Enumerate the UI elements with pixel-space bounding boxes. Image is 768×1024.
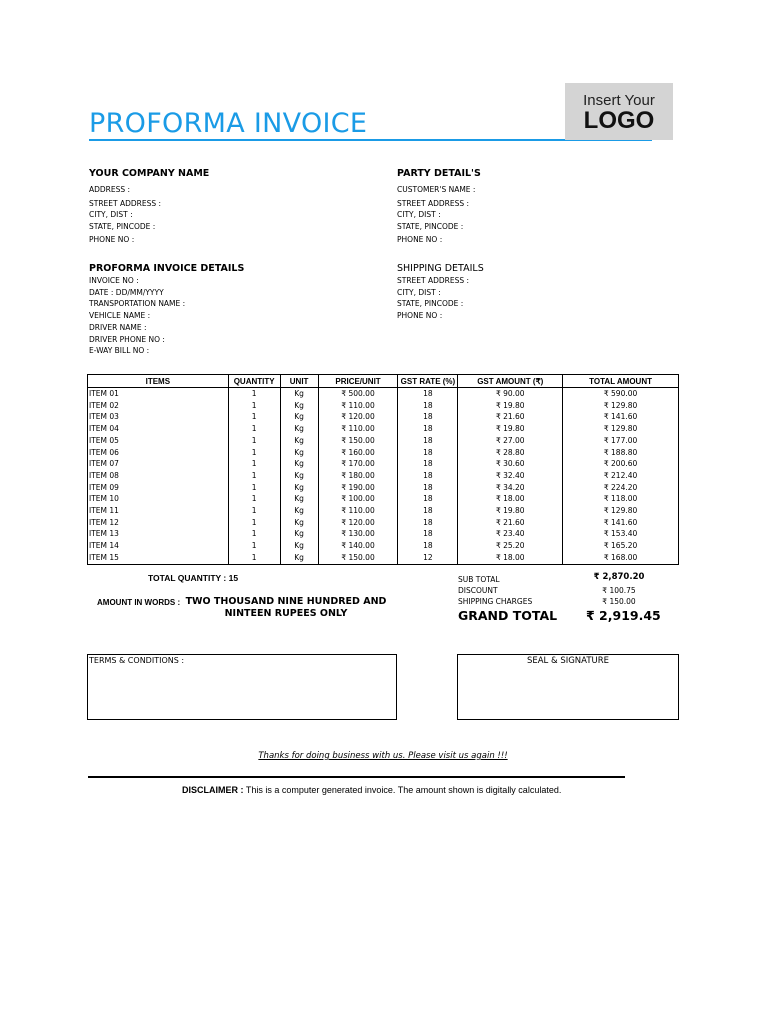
item-name: ITEM 11 xyxy=(89,506,119,516)
grand-total-value: ₹ 2,919.45 xyxy=(586,608,661,623)
item-price: ₹ 130.00 xyxy=(318,528,398,540)
item-total: ₹ 153.40 xyxy=(563,528,679,540)
item-gst-rate: 18 xyxy=(398,435,458,447)
table-row xyxy=(88,435,679,447)
item-name: ITEM 09 xyxy=(89,482,119,492)
item-gst-rate: 18 xyxy=(398,400,458,412)
logo-line-2: LOGO xyxy=(583,107,655,134)
company-city: CITY, DIST : xyxy=(89,210,133,219)
item-name: ITEM 02 xyxy=(89,400,119,410)
disclaimer-label: DISCLAIMER : xyxy=(182,785,244,795)
item-name: ITEM 01 xyxy=(89,389,119,398)
item-price: ₹ 110.00 xyxy=(318,505,398,517)
table-row xyxy=(88,517,679,529)
sub-total-value: ₹ 2,870.20 xyxy=(593,572,645,582)
item-price: ₹ 150.00 xyxy=(318,552,398,564)
page-title: PROFORMA INVOICE xyxy=(89,108,368,139)
item-gst-amount: ₹ 18.00 xyxy=(458,493,563,505)
item-gst-amount: ₹ 23.40 xyxy=(458,528,563,540)
item-price: ₹ 150.00 xyxy=(318,435,398,447)
item-total: ₹ 141.60 xyxy=(563,517,679,529)
footer-divider xyxy=(88,776,625,778)
item-gst-rate: 18 xyxy=(398,470,458,482)
company-street: STREET ADDRESS : xyxy=(89,199,162,208)
item-name: ITEM 10 xyxy=(89,494,119,504)
party-phone: PHONE NO : xyxy=(397,235,443,244)
item-unit: Kg xyxy=(280,470,318,482)
item-total: ₹ 165.20 xyxy=(563,540,679,552)
transportation-name: TRANSPORTATION NAME : xyxy=(89,299,186,308)
shipping-city: CITY, DIST : xyxy=(397,288,441,297)
item-unit: Kg xyxy=(280,411,318,423)
item-gst-rate: 12 xyxy=(398,552,458,564)
party-heading: PARTY DETAIL'S xyxy=(397,168,481,179)
party-city: CITY, DIST : xyxy=(397,210,441,219)
item-quantity: 1 xyxy=(228,423,280,435)
item-total: ₹ 224.20 xyxy=(563,482,679,494)
logo-line-1: Insert Your xyxy=(583,92,655,109)
item-quantity: 1 xyxy=(228,505,280,517)
item-gst-amount: ₹ 21.60 xyxy=(458,411,563,423)
item-unit: Kg xyxy=(280,435,318,447)
item-gst-amount: ₹ 19.80 xyxy=(458,505,563,517)
item-price: ₹ 190.00 xyxy=(318,482,398,494)
driver-phone: DRIVER PHONE NO : xyxy=(89,335,165,344)
total-quantity: TOTAL QUANTITY : 15 xyxy=(148,573,239,583)
item-quantity: 1 xyxy=(228,540,280,552)
col-header-price: PRICE/UNIT xyxy=(318,375,398,388)
item-total: ₹ 141.60 xyxy=(563,411,679,423)
item-total: ₹ 200.60 xyxy=(563,458,679,470)
discount-value: ₹ 100.75 xyxy=(602,586,636,595)
table-row xyxy=(88,423,679,435)
item-unit: Kg xyxy=(280,458,318,470)
table-row xyxy=(88,540,679,552)
item-total: ₹ 118.00 xyxy=(563,493,679,505)
item-price: ₹ 110.00 xyxy=(318,400,398,412)
disclaimer-text: This is a computer generated invoice. The amount shown is digitally calculated. xyxy=(243,785,562,795)
item-quantity: 1 xyxy=(228,447,280,459)
item-price: ₹ 170.00 xyxy=(318,458,398,470)
item-name: ITEM 07 xyxy=(89,459,119,469)
item-quantity: 1 xyxy=(228,470,280,482)
item-price: ₹ 100.00 xyxy=(318,493,398,505)
table-row xyxy=(88,388,679,400)
shipping-state: STATE, PINCODE : xyxy=(397,299,464,308)
item-unit: Kg xyxy=(280,528,318,540)
disclaimer xyxy=(182,785,561,795)
shipping-street: STREET ADDRESS : xyxy=(397,276,470,285)
item-gst-rate: 18 xyxy=(398,388,458,400)
table-header-row xyxy=(88,375,679,388)
item-unit: Kg xyxy=(280,447,318,459)
item-unit: Kg xyxy=(280,517,318,529)
company-state: STATE, PINCODE : xyxy=(89,222,156,231)
item-price: ₹ 140.00 xyxy=(318,540,398,552)
item-price: ₹ 110.00 xyxy=(318,423,398,435)
terms-label: TERMS & CONDITIONS : xyxy=(89,656,185,665)
item-gst-rate: 18 xyxy=(398,411,458,423)
seal-signature-box xyxy=(457,654,679,720)
invoice-no: INVOICE NO : xyxy=(89,276,139,285)
col-header-quantity: QUANTITY xyxy=(228,375,280,388)
item-gst-rate: 18 xyxy=(398,528,458,540)
item-unit: Kg xyxy=(280,482,318,494)
shipping-charges-value: ₹ 150.00 xyxy=(602,597,636,606)
table-row xyxy=(88,528,679,540)
item-gst-amount: ₹ 90.00 xyxy=(458,388,563,400)
item-quantity: 1 xyxy=(228,482,280,494)
item-unit: Kg xyxy=(280,505,318,517)
amount-in-words: TWO THOUSAND NINE HUNDRED AND NINTEEN RUPEES ONLY xyxy=(185,596,387,619)
table-row xyxy=(88,482,679,494)
item-gst-amount: ₹ 28.80 xyxy=(458,447,563,459)
party-customer-name: CUSTOMER'S NAME : xyxy=(397,185,476,194)
item-name: ITEM 08 xyxy=(89,470,119,480)
item-name: ITEM 12 xyxy=(89,517,119,527)
item-gst-amount: ₹ 30.60 xyxy=(458,458,563,470)
shipping-heading: SHIPPING DETAILS xyxy=(397,263,484,274)
item-name: ITEM 06 xyxy=(89,447,119,457)
driver-name: DRIVER NAME : xyxy=(89,323,147,332)
item-gst-rate: 18 xyxy=(398,447,458,459)
item-gst-rate: 18 xyxy=(398,458,458,470)
item-quantity: 1 xyxy=(228,517,280,529)
item-quantity: 1 xyxy=(228,528,280,540)
item-name: ITEM 04 xyxy=(89,424,119,434)
item-price: ₹ 120.00 xyxy=(318,411,398,423)
item-unit: Kg xyxy=(280,400,318,412)
item-name: ITEM 15 xyxy=(89,552,119,562)
item-total: ₹ 212.40 xyxy=(563,470,679,482)
item-total: ₹ 188.80 xyxy=(563,447,679,459)
grand-total-label: GRAND TOTAL xyxy=(458,608,558,623)
amount-in-words-label: AMOUNT IN WORDS : xyxy=(97,598,181,607)
item-unit: Kg xyxy=(280,540,318,552)
item-quantity: 1 xyxy=(228,411,280,423)
invoice-date: DATE : DD/MM/YYYY xyxy=(89,288,164,297)
col-header-unit: UNIT xyxy=(280,375,318,388)
invoice-details-heading: PROFORMA INVOICE DETAILS xyxy=(89,263,245,274)
item-quantity: 1 xyxy=(228,388,280,400)
item-name: ITEM 14 xyxy=(89,541,119,551)
item-gst-amount: ₹ 19.80 xyxy=(458,400,563,412)
discount-label: DISCOUNT xyxy=(458,586,498,595)
item-quantity: 1 xyxy=(228,400,280,412)
logo-placeholder xyxy=(565,83,673,140)
item-total: ₹ 168.00 xyxy=(563,552,679,564)
party-state: STATE, PINCODE : xyxy=(397,222,464,231)
table-row xyxy=(88,505,679,517)
vehicle-name: VEHICLE NAME : xyxy=(89,311,151,320)
item-gst-rate: 18 xyxy=(398,517,458,529)
col-header-gst-rate: GST RATE (%) xyxy=(398,375,458,388)
table-row xyxy=(88,458,679,470)
col-header-gst-amount: GST AMOUNT (₹) xyxy=(458,375,563,388)
item-quantity: 1 xyxy=(228,435,280,447)
table-row xyxy=(88,493,679,505)
company-phone: PHONE NO : xyxy=(89,235,135,244)
item-quantity: 1 xyxy=(228,458,280,470)
item-unit: Kg xyxy=(280,423,318,435)
item-total: ₹ 129.80 xyxy=(563,505,679,517)
item-price: ₹ 120.00 xyxy=(318,517,398,529)
table-row xyxy=(88,400,679,412)
item-name: ITEM 03 xyxy=(89,412,119,422)
item-gst-rate: 18 xyxy=(398,505,458,517)
item-gst-amount: ₹ 19.80 xyxy=(458,423,563,435)
item-unit: Kg xyxy=(280,493,318,505)
item-gst-amount: ₹ 34.20 xyxy=(458,482,563,494)
item-gst-amount: ₹ 27.00 xyxy=(458,435,563,447)
item-gst-rate: 18 xyxy=(398,482,458,494)
terms-box xyxy=(87,654,397,720)
item-price: ₹ 160.00 xyxy=(318,447,398,459)
col-header-total: TOTAL AMOUNT xyxy=(563,375,679,388)
thanks-message: Thanks for doing business with us. Please visit us again !!! xyxy=(258,751,508,761)
item-unit: Kg xyxy=(280,552,318,564)
col-header-items: ITEMS xyxy=(88,375,229,388)
item-total: ₹ 177.00 xyxy=(563,435,679,447)
shipping-charges-label: SHIPPING CHARGES xyxy=(458,597,533,606)
item-price: ₹ 180.00 xyxy=(318,470,398,482)
shipping-phone: PHONE NO : xyxy=(397,311,443,320)
table-row xyxy=(88,470,679,482)
item-total: ₹ 129.80 xyxy=(563,400,679,412)
item-gst-amount: ₹ 25.20 xyxy=(458,540,563,552)
table-row xyxy=(88,411,679,423)
item-gst-amount: ₹ 32.40 xyxy=(458,470,563,482)
item-name: ITEM 05 xyxy=(89,435,119,445)
items-table xyxy=(87,374,679,565)
item-gst-rate: 18 xyxy=(398,423,458,435)
item-total: ₹ 129.80 xyxy=(563,423,679,435)
item-total: ₹ 590.00 xyxy=(563,388,679,400)
item-quantity: 1 xyxy=(228,493,280,505)
seal-label: SEAL & SIGNATURE xyxy=(526,656,610,666)
company-address: ADDRESS : xyxy=(89,185,131,194)
table-row xyxy=(88,447,679,459)
party-street: STREET ADDRESS : xyxy=(397,199,470,208)
item-gst-amount: ₹ 18.00 xyxy=(458,552,563,564)
item-gst-rate: 18 xyxy=(398,540,458,552)
item-quantity: 1 xyxy=(228,552,280,564)
sub-total-label: SUB TOTAL xyxy=(458,575,500,584)
item-gst-rate: 18 xyxy=(398,493,458,505)
company-heading: YOUR COMPANY NAME xyxy=(89,168,210,179)
item-gst-amount: ₹ 21.60 xyxy=(458,517,563,529)
eway-bill-no: E-WAY BILL NO : xyxy=(89,346,150,355)
item-price: ₹ 500.00 xyxy=(318,388,398,400)
table-row xyxy=(88,552,679,564)
item-unit: Kg xyxy=(280,388,318,400)
item-name: ITEM 13 xyxy=(89,529,119,539)
